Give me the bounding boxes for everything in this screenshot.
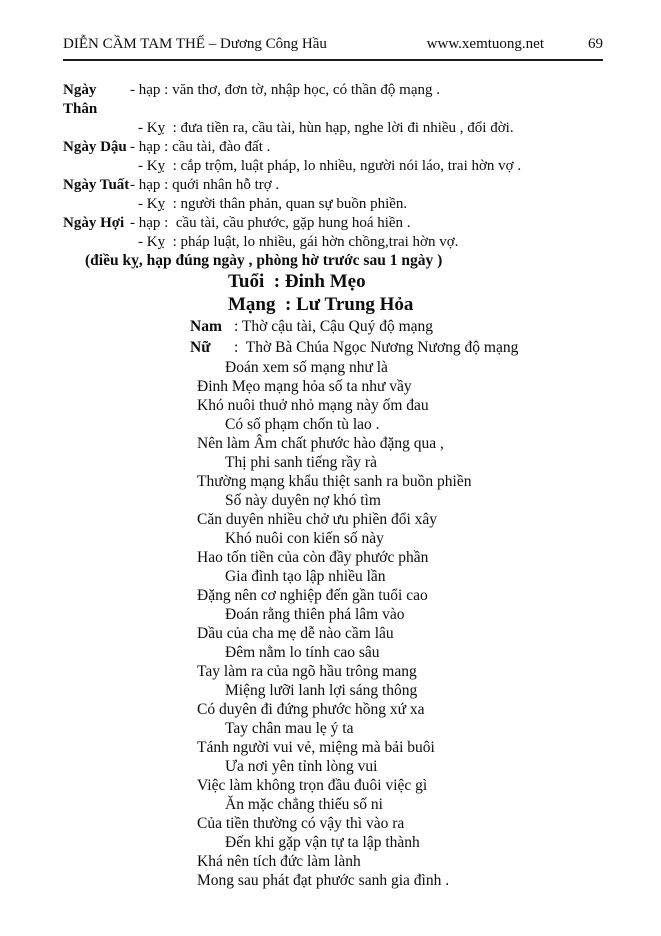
poem-line: Tánh người vui vẻ, miệng mà bải buôi bbox=[197, 739, 435, 756]
poem-line: Thị phi sanh tiếng rầy rà bbox=[225, 454, 377, 471]
day-row bbox=[63, 119, 603, 138]
poem-line: Đoán rằng thiên phá lâm vào bbox=[225, 606, 405, 623]
day-row bbox=[63, 138, 603, 157]
poem-line: Ăn mặc chẳng thiếu số ni bbox=[225, 796, 383, 813]
day-ky-line: - Kỵ : pháp luật, lo nhiều, gái hờn chồng,trai hờn vợ. bbox=[138, 234, 459, 250]
poem-line: Mong sau phát đạt phước sanh gia đình . bbox=[197, 872, 450, 889]
page-header bbox=[63, 36, 603, 61]
poem-line: Khó nuôi thuở nhỏ mạng này ốm đau bbox=[197, 397, 429, 414]
day-name: Ngày Hợi bbox=[63, 215, 125, 231]
day-ky-line: - Kỵ : cắp trộm, luật pháp, lo nhiều, người nói láo, trai hờn vợ . bbox=[138, 158, 522, 174]
male-worship-row bbox=[190, 316, 603, 337]
day-row bbox=[63, 195, 603, 214]
age-title: Tuổi : Đinh Mẹo bbox=[228, 271, 366, 292]
day-row bbox=[63, 176, 603, 195]
header-title: DIỄN CẦM TAM THẾ – Dương Công Hầu bbox=[63, 36, 327, 52]
header-page-number: 69 bbox=[588, 36, 603, 52]
poem-line: Việc làm không trọn đầu đuôi việc gì bbox=[197, 777, 428, 794]
day-name: Ngày Tuất bbox=[63, 177, 130, 193]
poem-line: Gia đình tạo lập nhiều lần bbox=[225, 568, 386, 585]
header-right-group bbox=[427, 36, 603, 52]
poem-line: Thường mạng khẩu thiệt sanh ra buồn phiền bbox=[197, 473, 472, 490]
poem-line: Căn duyên nhiều chở ưu phiền đổi xây bbox=[197, 511, 438, 528]
day-hap-line: - hạp : cầu tài, đào đất . bbox=[130, 139, 271, 155]
header-site-url: www.xemtuong.net bbox=[426, 36, 544, 52]
day-name: Ngày Thân bbox=[63, 82, 100, 117]
day-name-spacer bbox=[63, 195, 130, 214]
day-name: Ngày Dậu bbox=[63, 139, 127, 155]
day-rules-section bbox=[63, 81, 603, 252]
poem-line: Dầu của cha mẹ dễ nào cầm lâu bbox=[197, 625, 394, 642]
poem-line: Nên làm Âm chất phước hào đặng qua , bbox=[197, 435, 444, 452]
male-label: Nam bbox=[190, 318, 222, 335]
poem-line: Đến khi gặp vận tự ta lập thành bbox=[225, 834, 420, 851]
female-worship-row bbox=[190, 337, 603, 358]
day-row bbox=[63, 214, 603, 233]
poem-line: Đinh Mẹo mạng hỏa số ta như vầy bbox=[197, 378, 412, 395]
day-hap-line: - hạp : quới nhân hỗ trợ . bbox=[130, 177, 280, 193]
poem-line: Miệng lưỡi lanh lợi sáng thông bbox=[225, 682, 418, 699]
poem-line: Khó nuôi con kiến số này bbox=[225, 530, 384, 547]
day-ky-line: - Kỵ : người thân phản, quan sự buồn phiền. bbox=[138, 196, 408, 212]
poem-line: Của tiền thường có vậy thì vào ra bbox=[197, 815, 405, 832]
day-row bbox=[63, 157, 603, 176]
day-hap-line: - hạp : cầu tài, cầu phước, gặp hung hoá hiền . bbox=[130, 215, 411, 231]
poem-line: Ưa nơi yên tỉnh lòng vui bbox=[225, 758, 378, 775]
male-worship-text: : Thờ cậu tài, Cậu Quý độ mạng bbox=[234, 318, 434, 335]
poem-line: Đoán xem số mạng như là bbox=[225, 359, 388, 376]
female-worship-text: : Thờ Bà Chúa Ngọc Nương Nương độ mạng bbox=[234, 339, 519, 356]
day-name-spacer bbox=[63, 119, 130, 138]
day-row bbox=[63, 81, 603, 119]
day-hap-line: - hạp : văn thơ, đơn tờ, nhập học, có thần độ mạng . bbox=[130, 82, 440, 98]
poem-line: Khá nên tích đức làm lành bbox=[197, 853, 361, 870]
poem-line: Có số phạm chốn tù lao . bbox=[225, 416, 380, 433]
day-ky-line: - Kỵ : đưa tiền ra, cầu tài, hùn hạp, nghe lời đi nhiều , đổi đời. bbox=[138, 120, 514, 136]
day-name-spacer bbox=[63, 233, 130, 252]
day-name-spacer bbox=[63, 157, 130, 176]
caution-note: (điều kỵ, hạp đúng ngày , phòng hờ trước sau 1 ngày ) bbox=[85, 252, 443, 269]
poem-line: Tay chân mau lẹ ý ta bbox=[225, 720, 354, 737]
poem-line: Đêm nằm lo tính cao sâu bbox=[225, 644, 380, 661]
fortune-poem bbox=[63, 358, 603, 890]
female-label: Nữ bbox=[190, 339, 211, 356]
poem-line: Tay làm ra của ngõ hầu trông mang bbox=[197, 663, 417, 680]
poem-line: Đặng nên cơ nghiệp đến gần tuổi cao bbox=[197, 587, 428, 604]
poem-line: Hao tốn tiền của còn đầy phước phần bbox=[197, 549, 429, 566]
poem-line: Số này duyên nợ khó tìm bbox=[225, 492, 381, 509]
day-row bbox=[63, 233, 603, 252]
destiny-title: Mạng : Lư Trung Hỏa bbox=[228, 294, 414, 315]
poem-line: Có duyên đi đứng phước hồng xứ xa bbox=[197, 701, 425, 718]
